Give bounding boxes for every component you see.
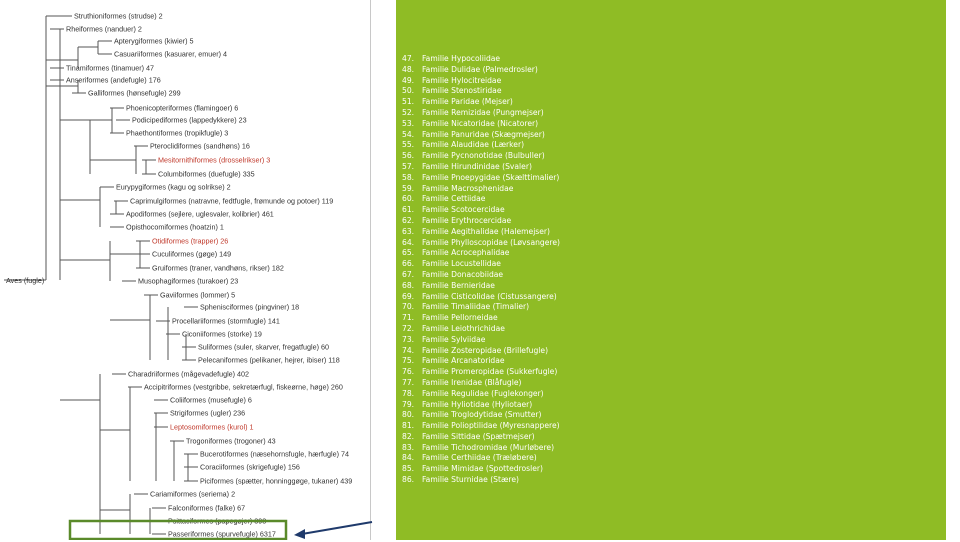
- taxon-label: Accipitriformes (vestgribbe, sekretærfugl, fiskeørne, høge) 260: [144, 382, 343, 392]
- family-list-item: [402, 54, 560, 65]
- taxon-label: Rheiformes (nanduer) 2: [66, 24, 142, 34]
- family-number: 72.: [402, 323, 415, 333]
- taxon-label: Procellariiformes (stormfugle) 141: [172, 316, 280, 326]
- family-list-item: [402, 410, 560, 421]
- taxon-label: Caprimulgiformes (natravne, fedtfugle, frømunde og potoer) 119: [130, 196, 334, 206]
- family-list-panel: [396, 0, 946, 540]
- family-list-item: [402, 86, 560, 97]
- taxon-label: Pelecaniformes (pelikaner, hejrer, ibiser) 118: [198, 355, 340, 365]
- family-name: Familie Alaudidae (Lærker): [422, 140, 525, 150]
- taxon-label: Eurypygiformes (kagu og solrikse) 2: [116, 182, 231, 192]
- family-list-item: [402, 346, 560, 357]
- taxon-label: Falconiformes (falke) 67: [168, 503, 246, 513]
- family-name: Familie Locustellidae: [422, 259, 501, 269]
- family-name: Familie Aegithalidae (Halemejser): [422, 226, 551, 236]
- taxon-label: Charadriiformes (mågevadefugle) 402: [128, 369, 250, 379]
- family-number: 80.: [402, 410, 415, 420]
- family-number: 57.: [402, 161, 415, 171]
- family-name: Familie Certhiidae (Træløbere): [422, 453, 537, 463]
- family-list-item: [402, 281, 560, 292]
- family-list-item: [402, 65, 560, 76]
- taxon-label: Phaethontiformes (tropikfugle) 3: [126, 128, 229, 138]
- family-list-item: [402, 119, 560, 130]
- family-list-item: [402, 475, 560, 486]
- family-list-item: [402, 378, 560, 389]
- family-number: 85.: [402, 464, 415, 474]
- family-name: Familie Sylviidae: [422, 334, 486, 344]
- phylogenetic-tree-panel: [0, 0, 371, 540]
- family-number: 75.: [402, 356, 415, 366]
- family-list-item: [402, 194, 560, 205]
- family-name: Familie Dulidae (Palmedrosler): [422, 64, 538, 74]
- taxon-label: Gruiformes (traner, vandhøns, rikser) 182: [152, 263, 284, 273]
- taxon-label: Cuculiformes (gøge) 149: [152, 249, 232, 259]
- taxon-label: Pteroclidiformes (sandhøns) 16: [150, 141, 250, 151]
- family-name: Familie Erythrocercidae: [422, 215, 512, 225]
- family-list-item: [402, 76, 560, 87]
- taxon-label: Columbiformes (duefugle) 335: [158, 169, 255, 179]
- family-name: Familie Timaliidae (Timalier): [422, 302, 530, 312]
- family-list-item: [402, 432, 560, 443]
- taxon-label: Phoenicopteriformes (flamingoer) 6: [126, 103, 239, 113]
- family-number: 69.: [402, 291, 415, 301]
- family-list-item: [402, 248, 560, 259]
- taxon-label: Podicipediformes (lappedykkere) 23: [132, 115, 247, 125]
- family-number: 61.: [402, 205, 415, 215]
- family-list-item: [402, 227, 560, 238]
- taxon-label: Piciformes (spætter, honninggøge, tukaner) 439: [200, 476, 353, 486]
- family-list-item: [402, 313, 560, 324]
- family-number: 59.: [402, 183, 415, 193]
- family-name: Familie Pellorneidae: [422, 313, 498, 323]
- family-number: 53.: [402, 118, 415, 128]
- taxon-label: Passeriformes (spurvefugle) 6317: [168, 529, 276, 539]
- taxon-label: Anseriformes (andefugle) 176: [66, 75, 161, 85]
- family-name: Familie Pycnonotidae (Bulbuller): [422, 151, 545, 161]
- family-list-item: [402, 324, 560, 335]
- family-name: Familie Pnoepygidae (Skælttimalier): [422, 172, 560, 182]
- pointer-arrow: [290, 512, 380, 542]
- taxon-label: Opisthocomiformes (hoatzin) 1: [126, 222, 224, 232]
- family-number: 76.: [402, 367, 415, 377]
- family-number: 65.: [402, 248, 415, 258]
- family-number: 60.: [402, 194, 415, 204]
- family-name: Familie Tichodromidae (Murløbere): [422, 442, 555, 452]
- family-number: 79.: [402, 399, 415, 409]
- taxon-label: Casuariiformes (kasuarer, emuer) 4: [114, 49, 228, 59]
- family-list-item: [402, 400, 560, 411]
- family-name: Familie Nicatoridae (Nicatorer): [422, 118, 539, 128]
- taxon-label: Struthioniformes (strudse) 2: [74, 11, 163, 21]
- family-list-item: [402, 443, 560, 454]
- family-name: Familie Hypocoliidae: [422, 54, 501, 63]
- family-number: 55.: [402, 140, 415, 150]
- family-number: 74.: [402, 345, 415, 355]
- arrow-head: [294, 529, 305, 539]
- family-name: Familie Paridae (Mejser): [422, 97, 513, 107]
- family-list-item: [402, 302, 560, 313]
- family-name: Familie Donacobiidae: [422, 269, 504, 279]
- family-list-item: [402, 453, 560, 464]
- family-name: Familie Troglodytidae (Smutter): [422, 410, 542, 420]
- family-number: 49.: [402, 75, 415, 85]
- family-list-item: [402, 130, 560, 141]
- family-list-item: [402, 367, 560, 378]
- taxon-label: Coliiformes (musefugle) 6: [170, 395, 252, 405]
- family-number: 56.: [402, 151, 415, 161]
- family-name: Familie Phylloscopidae (Løvsangere): [422, 237, 560, 247]
- family-name: Familie Sturnidae (Stære): [422, 475, 520, 485]
- taxon-label: Strigiformes (ugler) 236: [170, 408, 246, 418]
- family-number: 71.: [402, 313, 415, 323]
- family-number: 67.: [402, 269, 415, 279]
- arrow-shaft: [302, 522, 372, 534]
- family-list-item: [402, 216, 560, 227]
- family-list-item: [402, 389, 560, 400]
- family-list-item: [402, 184, 560, 195]
- taxon-label: Coraciiformes (skrigefugle) 156: [200, 462, 300, 472]
- taxon-label: Gaviiformes (lommer) 5: [160, 290, 236, 300]
- family-list-item: [402, 270, 560, 281]
- family-list-item: [402, 335, 560, 346]
- family-name: Familie Stenostiridae: [422, 86, 502, 96]
- family-name: Familie Panuridae (Skægmejser): [422, 129, 545, 139]
- family-list-item: [402, 259, 560, 270]
- family-list-item: [402, 205, 560, 216]
- family-number: 62.: [402, 215, 415, 225]
- family-number: 73.: [402, 334, 415, 344]
- family-name: Familie Hirundinidae (Svaler): [422, 161, 532, 171]
- family-number: 50.: [402, 86, 415, 96]
- taxon-label: Leptosomiformes (kurol) 1: [170, 422, 254, 432]
- family-name: Familie Irenidae (Blåfugle): [422, 377, 522, 387]
- family-number: 84.: [402, 453, 415, 463]
- family-number: 54.: [402, 129, 415, 139]
- taxon-label: Cariamiformes (seriema) 2: [150, 489, 236, 499]
- family-number: 68.: [402, 280, 415, 290]
- family-name: Familie Scotocercidae: [422, 205, 505, 215]
- family-name: Familie Acrocephalidae: [422, 248, 510, 258]
- family-number: 83.: [402, 442, 415, 452]
- taxon-label: Mesitornithiformes (drosselrikser) 3: [158, 155, 271, 165]
- family-list-item: [402, 356, 560, 367]
- family-name: Familie Sittidae (Spætmejser): [422, 431, 535, 441]
- family-list-item: [402, 292, 560, 303]
- family-number: 48.: [402, 64, 415, 74]
- family-number: 77.: [402, 377, 415, 387]
- family-number: 47.: [402, 54, 415, 63]
- taxon-label: Psittaciformes (papegøjer) 398: [168, 516, 267, 526]
- family-name: Familie Zosteropidae (Brillefugle): [422, 345, 549, 355]
- family-list-item: [402, 97, 560, 108]
- family-list-item: [402, 173, 560, 184]
- taxon-label: Trogoniformes (trogoner) 43: [186, 436, 276, 446]
- family-name: Familie Mimidae (Spottedrosler): [422, 464, 543, 474]
- taxon-label: Galliformes (hønsefugle) 299: [88, 88, 181, 98]
- taxon-label: Ciconiiformes (storke) 19: [182, 329, 262, 339]
- family-number: 82.: [402, 431, 415, 441]
- root-label: Aves (fugle): [6, 276, 45, 285]
- family-name: Familie Macrosphenidae: [422, 183, 514, 193]
- family-list-item: [402, 151, 560, 162]
- taxon-label: Apodiformes (sejlere, uglesvaler, kolibrier) 461: [126, 209, 274, 219]
- taxon-label: Otidiformes (trapper) 26: [152, 236, 229, 246]
- phylogenetic-tree: [0, 0, 370, 540]
- family-number: 63.: [402, 226, 415, 236]
- family-number: 78.: [402, 388, 415, 398]
- family-name: Familie Leiothrichidae: [422, 323, 505, 333]
- family-name: Familie Polioptilidae (Myresnappere): [422, 421, 560, 431]
- taxon-label: Suliformes (suler, skarver, fregatfugle) 60: [198, 342, 330, 352]
- family-number: 64.: [402, 237, 415, 247]
- family-number: 86.: [402, 475, 415, 485]
- family-number: 81.: [402, 421, 415, 431]
- family-number: 51.: [402, 97, 415, 107]
- family-name: Familie Bernieridae: [422, 280, 495, 290]
- family-name: Familie Cisticolidae (Cistussangere): [422, 291, 557, 301]
- family-name: Familie Hylocitreidae: [422, 75, 502, 85]
- family-name: Familie Promeropidae (Sukkerfugle): [422, 367, 558, 377]
- family-list-item: [402, 108, 560, 119]
- taxon-label: Apterygiformes (kiwier) 5: [114, 36, 194, 46]
- taxon-label: Musophagiformes (turakoer) 23: [138, 276, 239, 286]
- taxon-label: Tinamiformes (tinamuer) 47: [66, 63, 155, 73]
- family-number: 52.: [402, 107, 415, 117]
- family-name: Familie Hyliotidae (Hyliotaer): [422, 399, 533, 409]
- family-list-item: [402, 464, 560, 475]
- family-list-item: [402, 421, 560, 432]
- family-name: Familie Cettiidae: [422, 194, 486, 204]
- family-list-item: [402, 238, 560, 249]
- family-list: [402, 54, 560, 486]
- family-number: 70.: [402, 302, 415, 312]
- taxon-label: Sphenisciformes (pingviner) 18: [200, 302, 300, 312]
- family-number: 66.: [402, 259, 415, 269]
- family-number: 58.: [402, 172, 415, 182]
- family-name: Familie Remizidae (Pungmejser): [422, 107, 544, 117]
- family-list-item: [402, 162, 560, 173]
- family-name: Familie Regulidae (Fuglekonger): [422, 388, 544, 398]
- taxon-label: Bucerotiformes (næsehornsfugle, hærfugle) 74: [200, 449, 350, 459]
- family-list-item: [402, 140, 560, 151]
- family-name: Familie Arcanatoridae: [422, 356, 505, 366]
